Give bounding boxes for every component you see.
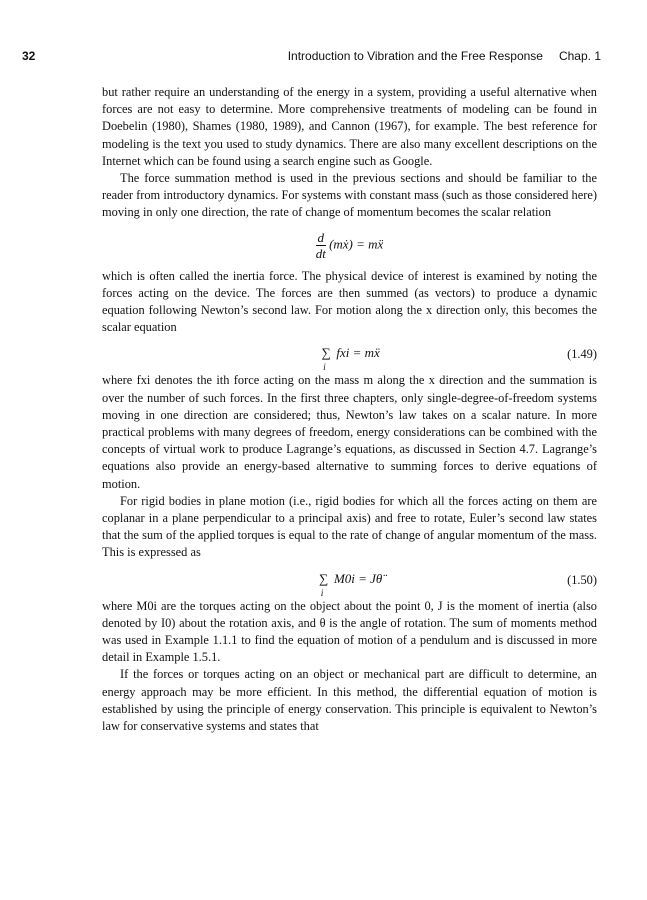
chapter-title: Introduction to Vibration and the Free Response (287, 49, 543, 63)
equation-1-49 (102, 336, 597, 372)
paragraph-1: but rather require an understanding of the energy in a system, providing a useful alternative when forces are not easy to determine. More comprehensive treatments of modeling can be found in Doebelin (1980), Shames (1980, 1989), and Cannon (1967), for example. The best reference for modeling is the text you used to study dynamics. There are also many excellent descriptions on the Internet which can be found using a search engine such as Google. (102, 85, 597, 168)
page-number: 32 (22, 49, 36, 63)
equation-1-50 (102, 562, 597, 598)
fraction-numerator: d (317, 229, 324, 245)
paragraph-7: If the forces or torques acting on an object or mechanical part are difficult to determine, an energy approach may be more efficient. In this method, the differential equation of motion is established by using the principle of energy conservation. This principle is equivalent to Newton’s law for conservative systems and states that (102, 667, 597, 734)
page-body (102, 84, 597, 735)
chapter-label: Chap. 1 (558, 49, 601, 63)
page-header (22, 48, 601, 64)
paragraph-2: The force summation method is used in the previous sections and should be familiar to the reader from introductory dynamics. For systems with constant mass (such as those considered here) moving in only one direction, the rate of change of momentum becomes the scalar relation (102, 171, 597, 220)
inertia-rhs: (mẋ) = mẍ (329, 236, 384, 252)
summation-index: i (323, 363, 326, 374)
paragraph-5: For rigid bodies in plane motion (i.e., rigid bodies for which all the forces acting on them are coplanar in a plane perpendicular to a principal axis) and free to rotate, Euler’s second law states that the sum of the applied torques is equal to the rate of change of angular momentum of the mass. This is expressed as (102, 493, 597, 560)
paragraph-3: which is often called the inertia force. The physical device of interest is examined by noting the forces acting on the device. The forces are then summed (as vectors) to produce a dynamic equation following Newton’s second law. For motion along the x direction only, this becomes the scalar equation (102, 268, 597, 335)
derivative-fraction (316, 230, 326, 261)
fraction-denominator: dt (315, 245, 326, 261)
summation-symbol: ∑ i (317, 570, 331, 587)
running-title (288, 48, 601, 64)
paragraph-6: where M0i are the torques acting on the object about the point 0, J is the moment of inertia (also denoted by I0) about the rotation axis, and θ is the angle of rotation. The sum of moments method was used in Example 1.1.1 to find the equation of motion of a pendulum and is discussed in more detail in Example 1.5.1. (102, 598, 597, 665)
paragraph-4: where fxi denotes the ith force acting on the mass m along the x direction and the summation is over the number of such forces. In the first three chapters, only single-degree-of-freedom systems moving in one direction are considered; thus, Newton’s law takes on a scalar nature. In more practical problems with many degrees of freedom, energy considerations can be combined with the concepts of virtual work to produce Lagrange’s equations, as discussed in Section 4.7. Lagrange’s equations also provide an energy-based alternative to summing forces to derive equations of motion. (102, 373, 597, 491)
summation-symbol: ∑ i (319, 344, 333, 361)
inertia-equation (102, 222, 597, 268)
equation-number: (1.50) (567, 572, 597, 587)
equation-number: (1.49) (567, 347, 597, 362)
summation-index: i (320, 588, 324, 599)
equation-body: M0i = Jθ̈ (333, 570, 383, 586)
equation-body: fxi = mẍ (336, 345, 380, 361)
